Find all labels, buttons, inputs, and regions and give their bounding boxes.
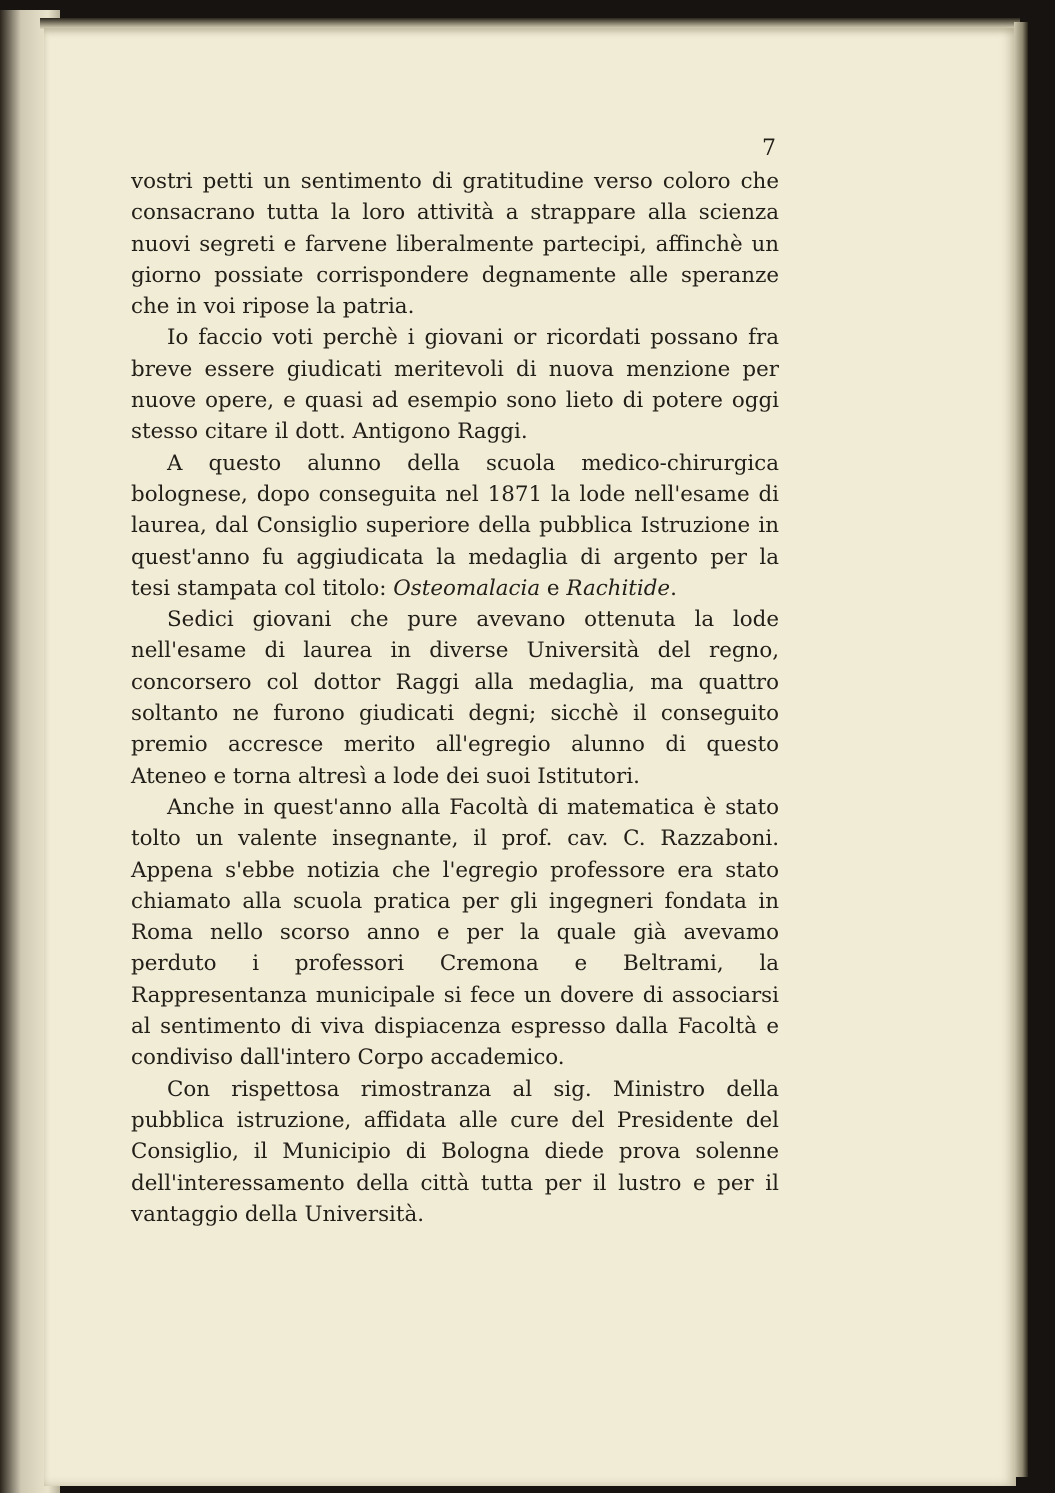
paragraph-competitors: Sedici giovani che pure avevano ottenuta la lode nell'esame di laurea in diverse Università del regno, concorsero col dottor Raggi alla medaglia, ma quattro soltanto ne furono giudicati degni; sicchè il conseguito premio accresce merito all'egregio alunno di questo Ateneo e torna altresì a lode dei suoi Istitutori. [131,607,779,789]
page-number: 7 [762,136,776,161]
right-page-edge [1014,22,1028,1477]
paragraph-continuation: vostri petti un sentimento di gratitudine verso coloro che consacrano tutta la loro attività a strappare alla scienza nuovi segreti e farvene liberalmente partecipi, affinchè un giorno possiate corrispondere degnamente alle speranze che in voi ripose la patria. [131,169,779,320]
thesis-title-1: Osteomalacia [393,575,541,601]
paragraph-text: . [670,575,677,601]
paragraph-medal-award [131,448,779,604]
paragraph-text: e [540,575,567,601]
paragraph-text: A questo alunno della scuola medico-chirurgica bolognese, dopo conseguita nel 1871 la lode nell'esame di laurea, dal Consiglio superiore della pubblica Istruzione in quest'anno fu aggiudicata la medaglia di argento per la tesi stampata col titolo: [131,450,779,601]
paragraph-razzaboni: Anche in quest'anno alla Facoltà di matematica è stato tolto un valente insegnante, il prof. cav. C. Razzaboni. Appena s'ebbe notizia che l'egregio professore era stato chiamato alla scuola pratica per gli ingegneri fondata in Roma nello scorso anno e per la quale già avevamo perduto i professori Cremona e Beltrami, la Rappresentanza municipale si fece un dovere di associarsi al sentimento di viva dispiacenza espresso dalla Facoltà e condiviso dall'intero Corpo accademico. [131,794,779,1071]
body-text [131,166,779,1230]
thesis-title-2: Rachitide [566,575,671,601]
paragraph-raggi-mention: Io faccio voti perchè i giovani or ricordati possano fra breve essere giudicati meritevoli di nuova menzione per nuove opere, e quasi ad esempio sono lieto di potere oggi stesso citare il dott. Antigono Raggi. [131,325,779,445]
paragraph-municipality: Con rispettosa rimostranza al sig. Ministro della pubblica istruzione, affidata alle cure del Presidente del Consiglio, il Municipio di Bologna diede prova solenne dell'interessamento della città tutta per il lustro e per il vantaggio della Università. [131,1076,779,1227]
